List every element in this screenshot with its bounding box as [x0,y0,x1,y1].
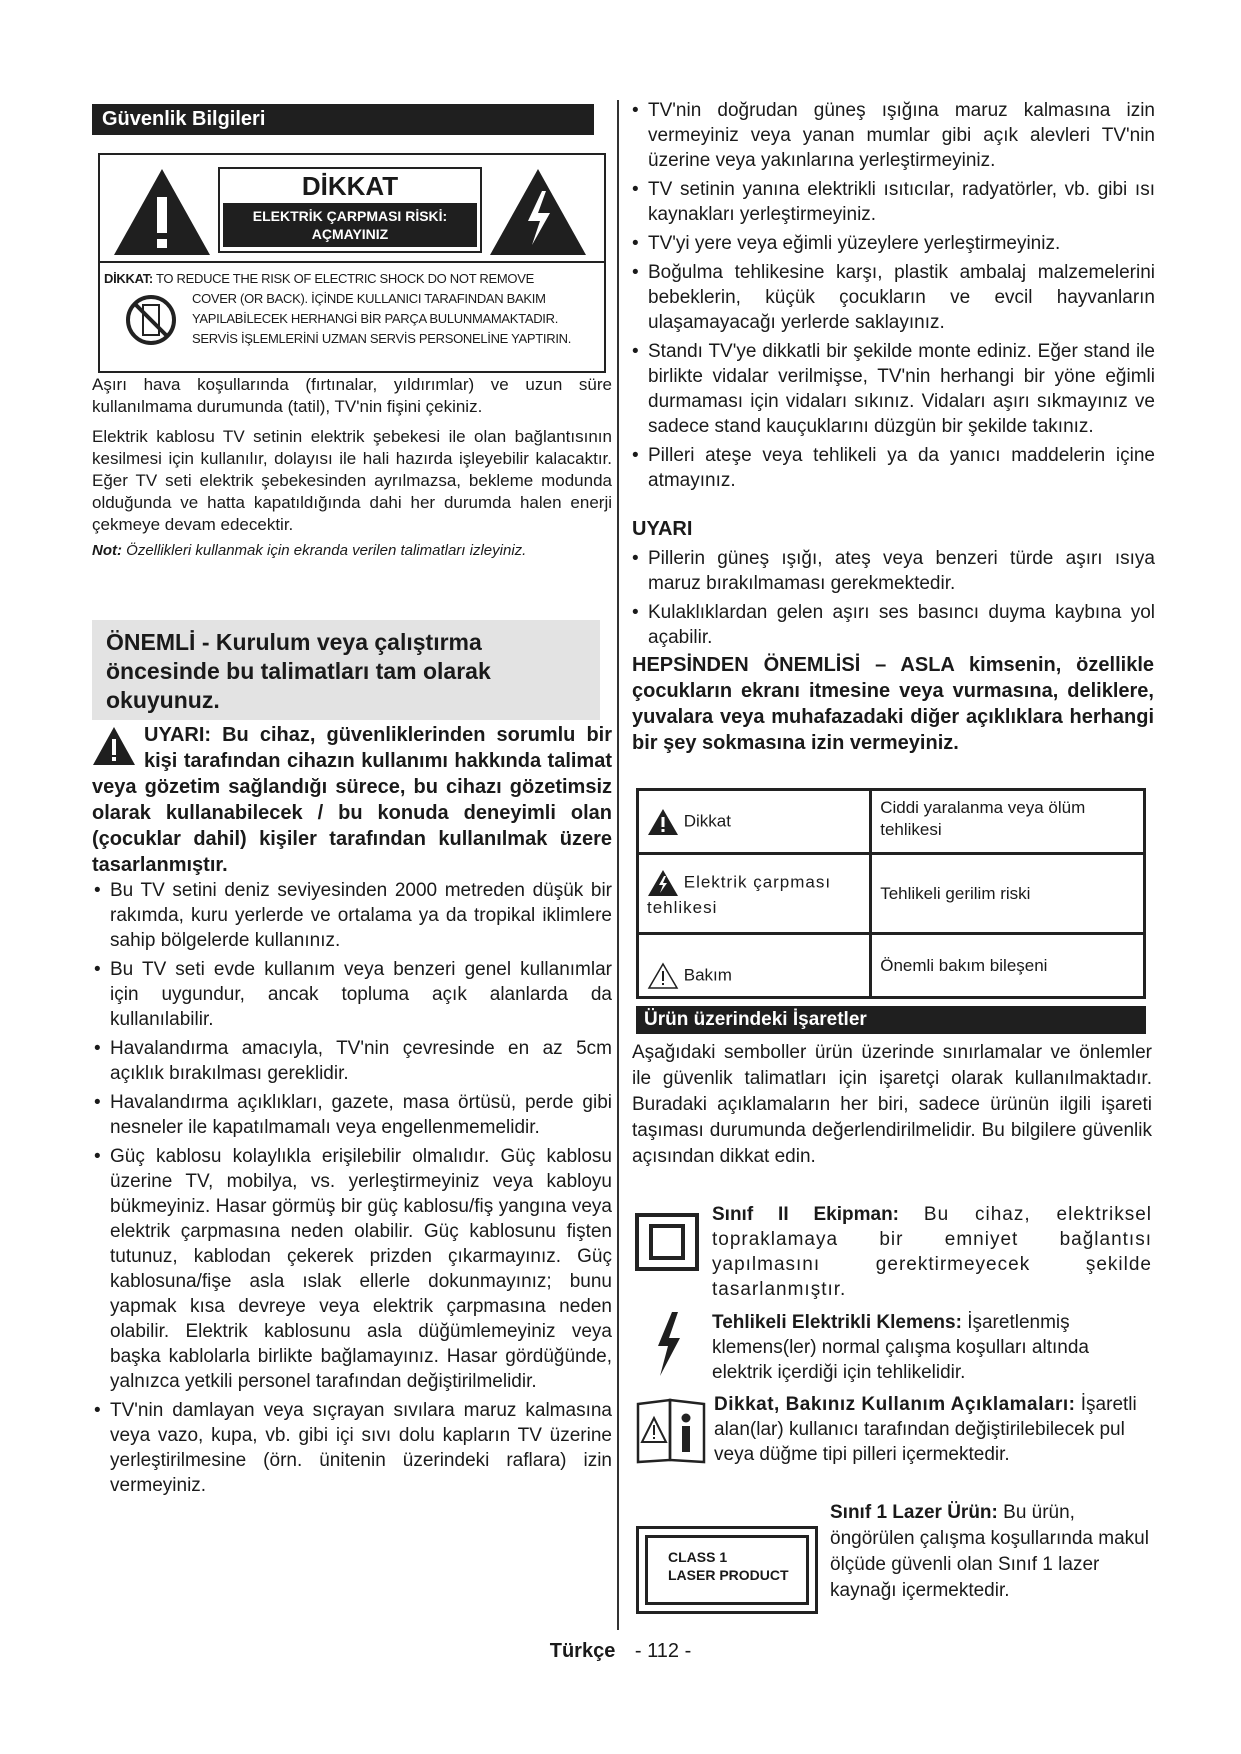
table-row [638,854,1145,934]
symbols-table [636,788,1146,999]
column-divider [617,100,619,1630]
warning-text: UYARI: Bu cihaz, güvenliklerinden sorumlu bir kişi tarafından cihazın kullanımı hakkında talimat veya gözetim sağlandığı sürece, bu cihazı gözetimsiz olarak kullanabilecek / bu konuda deneyimli olan (çocuklar dahil) kişiler tarafından kullanılmak üzere tasarlanmıştır. [92,724,612,876]
symbol-electric [712,1310,1152,1385]
electric-small-icon [647,869,679,897]
list-item: • Güç kablosu kolaylıkla erişilebilir olmalıdır. Güç kablosu üzerine TV, mobilya, vs. yerleştirmeyiniz veya kabloyu bükmeyiniz. Hasar görmüş bir güç kablosu/fiş yangına veya elektrik çarpmasına neden olabilir. Güç kablosunu fişten tutunuz, kablodan çekerek prizden çıkarmayınız. Güç kablosuna/fişe asla ıslak ellerle dokunmayınız; bunu yapmak kısa devreye veya elektrik çarpmasına neden olabilir. Elektrik kablosunu asla düğümlemeyiniz veya başka kablolarla birlikte bağlamayınız. Hasar gördüğünde, yalnızca yetkili personel tarafından değiştirilmelidir. [92,1144,612,1394]
symbol-class-ii [712,1202,1152,1302]
caution-note-text [104,269,571,349]
table-cell: Tehlikeli gerilim riski [871,854,1145,934]
symbol-laser [830,1500,1154,1604]
class-ii-icon [634,1212,700,1272]
caution-label [218,167,482,253]
table-cell [638,790,871,854]
list-item: • Havalandırma amacıyla, TV'nin çevresinde en az 5cm açıklık bırakılması gereklidir. [92,1036,612,1086]
right-bullets-1 [630,98,1155,497]
lightning-icon [652,1310,686,1380]
caution-subtitle-line2: AÇMAYINIZ [311,226,389,242]
list-item: • TV'nin doğrudan güneş ışığına maruz kalmasına izin vermeyiniz veya yanan mumlar gibi açık alevleri TV'nin üzerine veya yakınlarına yerleştirmeyiniz. [630,98,1155,173]
symbol-text: Bu ürün, öngörülen çalışma koşullarında makul ölçüde güvenli olan Sınıf 1 lazer kaynağı içermektedir. [830,1502,1149,1601]
footer [0,1640,1241,1663]
table-cell-text: Dikkat [683,810,731,830]
list-item: • TV setinin yanına elektrikli ısıtıcılar, radyatörler, vb. gibi ısı kaynakları yerleştirmeyiniz. [630,177,1155,227]
caution-note-line1: TO REDUCE THE RISK OF ELECTRIC SHOCK DO NOT REMOVE [156,271,534,286]
markings-intro: Aşağıdaki semboller ürün üzerinde sınırlamalar ve önlemler ile güvenlik talimatları için işaretçi olarak kullanılmaktadır. Buradaki açıklamaların her biri, sadece ürünün ilgili işareti taşıması durumunda değerlendirilmelidir. Bu bilgilere güvenlik açısından dikkat edin. [632,1042,1152,1167]
symbol-text: İşaretlenmiş klemens(ler) normal çalışma koşulları altında elektrik içerdiği için tehlikelidir. [712,1312,1089,1383]
symbol-title: Dikkat, Bakınız Kullanım Açıklamaları: [714,1394,1076,1415]
list-item: • Boğulma tehlikesine karşı, plastik ambalaj malzemelerini bebeklerin, küçük çocukların ve evcil hayvanların ulaşamayacağı yerlerde saklayınız. [630,260,1155,335]
important-notice: HEPSİNDEN ÖNEMLİSİ – ASLA kimsenin, özellikle çocukların ekranı itmesine veya vurmasına, deliklere, yuvalara veya muhafazadaki diğer açıklıklara herhangi bir şey sokmasına izin vermeyiniz. [632,654,1154,754]
list-item: • TV'nin damlayan veya sıçrayan sıvılara maruz kalmasına veya vazo, kupa, vb. gibi içi sıvı dolu kapların TV üzerine yerleştirilmesine (örn. ünitenin üzerindeki raflara) izin vermeyiniz. [92,1398,612,1498]
caution-note-label: DİKKAT: [104,271,153,286]
para-weather: Aşırı hava koşullarında (fırtınalar, yıldırımlar) ve uzun süre kullanılmama durumunda (tatil), TV'nin fişini çekiniz. [92,375,612,416]
table-cell: Önemli bakım bileşeni [871,934,1145,998]
caution-note [100,261,604,371]
table-cell-text: Elektrik çarpması tehlikesi [647,871,832,917]
laser-label-line1: CLASS 1 [668,1549,728,1565]
table-cell-text: Bakım [683,965,732,985]
caution-title: DİKKAT [301,171,399,201]
left-bullets [92,878,612,1502]
list-item: • TV'yi yere veya eğimli yüzeylere yerleştirmeyiniz. [630,231,1155,256]
warning-triangle-icon [112,167,212,257]
table-cell: Ciddi yaralanma veya ölüm tehlikesi [871,790,1145,854]
warning-small-icon [647,808,679,836]
list-item: • Bu TV seti evde kullanım veya benzeri genel kullanımlar için uygundur, ancak topluma açık alanlarda da kullanılabilir. [92,957,612,1032]
right-bullets-2 [630,546,1155,654]
important-box [92,620,600,720]
list-item: • Pillerin güneş ışığı, ateş veya benzeri türde aşırı ısıya maruz bırakılmaması gerekmektedir. [630,546,1155,596]
symbol-text: İşaretli alan(lar) kullanıcı tarafından değiştirilebilecek pul veya düğme tipi pilleri içermektedir. [714,1394,1137,1465]
symbol-manual [714,1392,1154,1467]
table-cell [638,854,871,934]
important-title: ÖNEMLİ - Kurulum veya çalıştırma öncesinde bu talimatları tam olarak okuyunuz. [106,629,491,713]
caution-box [98,153,606,373]
symbol-title: Sınıf 1 Lazer Ürün: [830,1502,998,1523]
list-item: • Standı TV'ye dikkatli bir şekilde monte ediniz. Eğer stand ile birlikte vidalar verilmişse, TV'nin herhangi bir yöne eğimli durmaması için vidaları sıkınız. Vidaları aşırı sıkmayınız ve sadece stand kauçuklarını düzgün bir şekilde takınız. [630,339,1155,439]
table-row [638,790,1145,854]
warning-small-icon [92,726,136,766]
caution-note-line3: YAPILABİLECEK HERHANGİ BİR PARÇA BULUNMAMAKTADIR. [192,311,559,326]
list-item: • Pilleri ateşe veya tehlikeli ya da yanıcı maddelerin içine atmayınız. [630,443,1155,493]
note [92,540,612,562]
list-item: • Kulaklıklardan gelen aşırı ses basıncı duyma kaybına yol açabilir. [630,600,1155,650]
para-power-cord: Elektrik kablosu TV setinin elektrik şebekesi ile olan bağlantısının kesilmesi için kullanılır, dolayısı ile hali hazırda işleyebilir kalacaktır. Eğer TV seti elektrik şebekesinden ayrılmazsa, bekleme modunda olduğunda ve hatta kapatıldığında dahi her durumda halen enerji çekmeye devam edecektir. [92,427,612,534]
maintenance-icon [647,962,679,990]
page-number: - 112 - [634,1640,692,1662]
symbol-text: Bu cihaz, elektriksel topraklamaya bir emniyet bağlantısı yapılmasını gerektirmeyecek şekilde tasarlanmıştır. [712,1204,1152,1300]
table-row [638,934,1145,998]
caution-subtitle-line1: ELEKTRİK ÇARPMASI RİSKİ: [252,208,448,224]
note-text: Özellikleri kullanmak için ekranda verilen talimatları izleyiniz. [126,542,527,559]
caution-note-line2: COVER (OR BACK). İÇİNDE KULLANICI TARAFINDAN BAKIM [192,291,546,306]
symbol-title: Sınıf II Ekipman: [712,1204,899,1225]
note-label: Not: [92,542,122,559]
warning-heading: UYARI [632,518,693,540]
caution-note-line4: SERVİS İŞLEMLERİNİ UZMAN SERVİS PERSONELİNE YAPTIRIN. [192,331,572,346]
table-cell [638,934,871,998]
laser-label-inner [645,1535,809,1605]
footer-language: Türkçe [549,1640,616,1662]
list-item: • Bu TV setini deniz seviyesinden 2000 metreden düşük bir rakımda, kuru yerlerde ve ortalama ya da tropikal iklimlere sahip bölgelerde kullanınız. [92,878,612,953]
laser-label [636,1526,818,1614]
list-item: • Havalandırma açıklıkları, gazete, masa örtüsü, perde gibi nesneler ile kapatılmamalı veya engellenmemelidir. [92,1090,612,1140]
caution-subtitle [223,203,477,247]
safety-header: Güvenlik Bilgileri [92,104,594,135]
electric-triangle-icon [488,167,588,257]
manual-warning-icon [634,1396,708,1466]
laser-label-line2: LASER PRODUCT [668,1567,789,1583]
symbol-title: Tehlikeli Elektrikli Klemens: [712,1312,962,1333]
markings-header: Ürün üzerindeki İşaretler [636,1006,1146,1034]
